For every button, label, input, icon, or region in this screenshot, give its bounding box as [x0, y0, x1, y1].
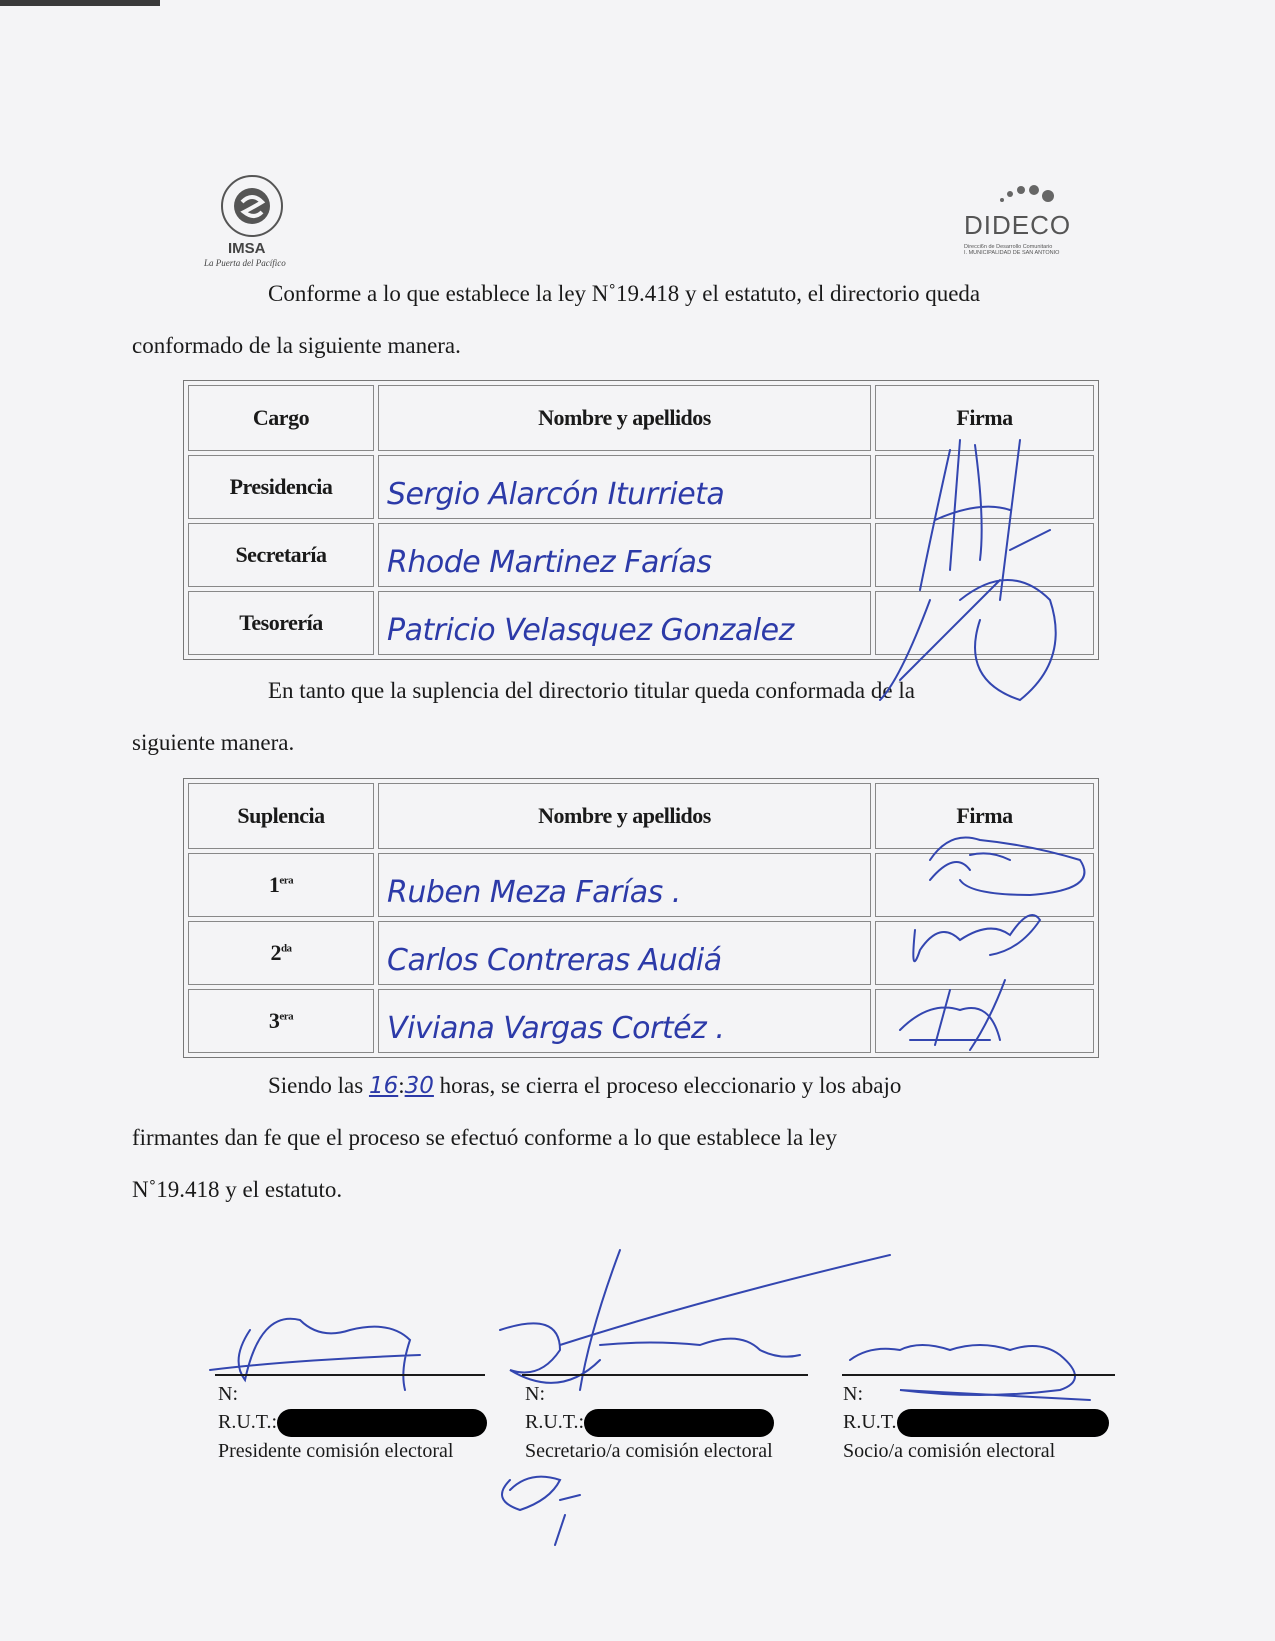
nombre-cell: Sergio Alarcón Iturrieta [378, 455, 871, 519]
firma-cell [875, 591, 1094, 655]
substitute-paragraph [132, 665, 1085, 769]
imsa-name: IMSA [228, 240, 266, 257]
signer-role: Secretario/a comisión electoral [525, 1440, 773, 1463]
signer-n-label: N: [843, 1383, 863, 1405]
closing-sep: : [398, 1073, 405, 1098]
cargo-cell: Tesorería [188, 591, 374, 655]
dideco-dots-icon [996, 180, 1056, 210]
nombre-cell: Rhode Martinez Farías [378, 523, 871, 587]
cargo-cell: Presidencia [188, 455, 374, 519]
closing-hour: 16 [368, 1073, 399, 1099]
table-row [188, 853, 1094, 917]
imsa-logo [198, 172, 318, 272]
signer-partner [843, 1380, 1109, 1465]
redaction-bar [584, 1409, 774, 1437]
substitute-header-nombre: Nombre y apellidos [378, 783, 871, 849]
dideco-logo [960, 180, 1090, 260]
substitute-line-1: En tanto que la suplencia del directorio titular queda conformada de la [268, 678, 915, 703]
nombre-cell: Carlos Contreras Audiá [378, 921, 871, 985]
signer-n-label: N: [218, 1383, 238, 1405]
closing-line-3: N˚19.418 y el estatuto. [132, 1177, 343, 1202]
closing-pre: Siendo las [268, 1073, 364, 1098]
signer-president [218, 1380, 487, 1465]
board-header-row [188, 385, 1094, 451]
table-row [188, 523, 1094, 587]
board-table [183, 380, 1099, 660]
table-row [188, 455, 1094, 519]
redaction-bar [277, 1409, 487, 1437]
suplencia-cell: $2^{da}$ [188, 921, 374, 985]
closing-paragraph [132, 1060, 1085, 1216]
intro-line-2: conformado de la siguiente manera. [132, 333, 461, 358]
table-row [188, 591, 1094, 655]
signer-rut-label: R.U.T. [843, 1411, 897, 1433]
imsa-tagline: La Puerta del Pacífico [204, 258, 286, 268]
board-header-nombre: Nombre y apellidos [378, 385, 871, 451]
nombre-cell: Patricio Velasquez Gonzalez [378, 591, 871, 655]
closing-post: horas, se cierra el proceso eleccionario y los abajo [439, 1073, 902, 1098]
nombre-cell: Ruben Meza Farías . [378, 853, 871, 917]
firma-cell [875, 523, 1094, 587]
nombre-cell: Viviana Vargas Cortéz . [378, 989, 871, 1053]
imsa-seal-icon [220, 174, 284, 238]
intro-paragraph [132, 268, 1085, 372]
suplencia-cell: $1^{era}$ [188, 853, 374, 917]
signer-role: Presidente comisión electoral [218, 1440, 454, 1463]
dideco-subtitle: Direcci6n de Desarrollo Comunitario I. MUNICIPALIDAD DE SAN ANTONIO [964, 244, 1060, 256]
table-row [188, 989, 1094, 1053]
substitute-table [183, 778, 1099, 1058]
signer-role: Socio/a comisión electoral [843, 1440, 1056, 1463]
intro-line-1: Conforme a lo que establece la ley N˚19.418 y el estatuto, el directorio queda [268, 281, 981, 306]
substitute-header-row [188, 783, 1094, 849]
firma-cell [875, 455, 1094, 519]
signer-rut-label: R.U.T.: [525, 1411, 585, 1433]
board-header-cargo: Cargo [188, 385, 374, 451]
table-row [188, 921, 1094, 985]
closing-line-2: firmantes dan fe que el proceso se efectuó conforme a lo que establece la ley [132, 1125, 838, 1150]
scan-edge [0, 0, 160, 6]
redaction-bar [897, 1409, 1109, 1437]
dideco-name: DIDECO [964, 210, 1072, 240]
closing-minute: 30 [404, 1073, 434, 1099]
board-header-firma: Firma [875, 385, 1094, 451]
firma-cell [875, 921, 1094, 985]
signer-rut-label: R.U.T.: [218, 1411, 278, 1433]
suplencia-cell: $3^{era}$ [188, 989, 374, 1053]
cargo-cell: Secretaría [188, 523, 374, 587]
firma-cell [875, 853, 1094, 917]
signer-secretary [525, 1380, 774, 1465]
substitute-header-suplencia: Suplencia [188, 783, 374, 849]
signer-n-label: N: [525, 1383, 545, 1405]
substitute-header-firma: Firma [875, 783, 1094, 849]
substitute-line-2: siguiente manera. [132, 730, 295, 755]
firma-cell [875, 989, 1094, 1053]
